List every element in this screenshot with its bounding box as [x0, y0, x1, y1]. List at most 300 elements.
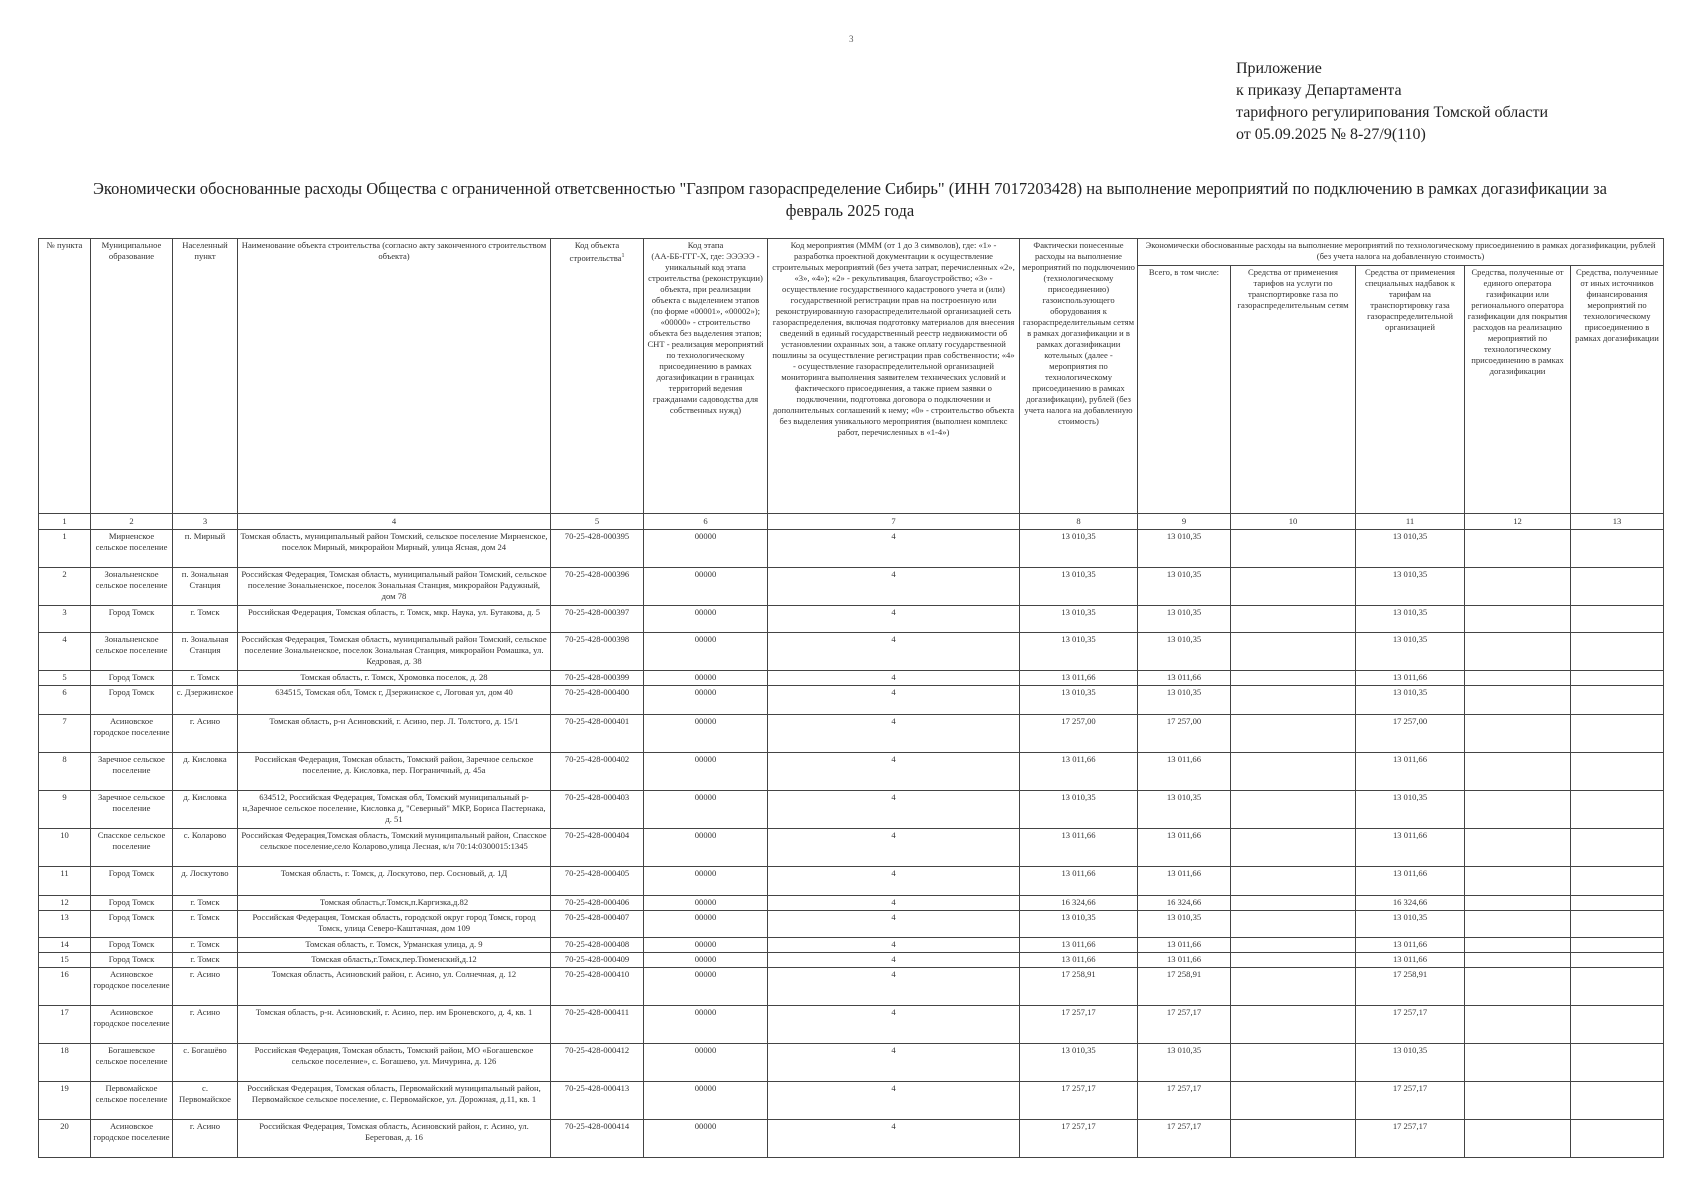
cell-event-code: 4	[768, 633, 1020, 671]
cell-special-surcharge-funds: 13 011,66	[1356, 753, 1465, 791]
cell-total: 13 010,35	[1138, 568, 1231, 606]
cell-actual-expenses: 13 010,35	[1020, 911, 1138, 938]
cell-other-sources	[1571, 791, 1664, 829]
cell-special-surcharge-funds: 17 257,00	[1356, 715, 1465, 753]
cell-total: 13 011,66	[1138, 953, 1231, 968]
cell-object-code: 70-25-428-000410	[551, 968, 644, 1006]
cell-municipality: Город Томск	[91, 911, 173, 938]
cell-event-code: 4	[768, 938, 1020, 953]
header-other-sources: Средства, полученные от иных источников финансирования мероприятий по технологическому присоединению в рамках догазификации	[1571, 266, 1664, 514]
cell-stage-code: 00000	[644, 633, 768, 671]
cell-stage-code: 00000	[644, 715, 768, 753]
cell-settlement: г. Томск	[173, 953, 238, 968]
cell-actual-expenses: 13 011,66	[1020, 829, 1138, 867]
cell-total: 13 010,35	[1138, 911, 1231, 938]
cell-stage-code: 00000	[644, 753, 768, 791]
cell-special-surcharge-funds: 13 011,66	[1356, 829, 1465, 867]
table-row	[39, 791, 1664, 829]
cell-other-sources	[1571, 715, 1664, 753]
cell-total: 13 010,35	[1138, 530, 1231, 568]
cell-item-number: 9	[39, 791, 91, 829]
cell-item-number: 2	[39, 568, 91, 606]
cell-actual-expenses: 17 257,17	[1020, 1082, 1138, 1120]
cell-actual-expenses: 13 011,66	[1020, 938, 1138, 953]
cell-object-code: 70-25-428-000404	[551, 829, 644, 867]
cell-item-number: 7	[39, 715, 91, 753]
column-number-row	[39, 514, 1664, 530]
header-stage-code	[644, 239, 768, 514]
cell-tariff-funds	[1231, 671, 1356, 686]
appendix-line-1: Приложение	[1236, 60, 1322, 77]
cell-operator-funds	[1465, 1044, 1571, 1082]
cell-stage-code: 00000	[644, 896, 768, 911]
cell-special-surcharge-funds: 13 010,35	[1356, 911, 1465, 938]
table-row	[39, 968, 1664, 1006]
cell-object-name: Российская Федерация, Томская область, Томский район, МО «Богашевское сельское поселение», с. Богашево, ул. Мичурина, д. 126	[238, 1044, 551, 1082]
column-number: 9	[1138, 514, 1231, 530]
cell-tariff-funds	[1231, 1006, 1356, 1044]
column-number: 10	[1231, 514, 1356, 530]
cell-event-code: 4	[768, 1120, 1020, 1158]
cell-stage-code: 00000	[644, 1082, 768, 1120]
cell-total: 13 011,66	[1138, 829, 1231, 867]
table-row	[39, 1006, 1664, 1044]
cell-object-name: Российская Федерация, Томская область, г. Томск, мкр. Наука, ул. Бутакова, д. 5	[238, 606, 551, 633]
cell-other-sources	[1571, 829, 1664, 867]
cell-total: 13 010,35	[1138, 791, 1231, 829]
cell-special-surcharge-funds: 13 011,66	[1356, 867, 1465, 896]
cell-total: 13 011,66	[1138, 867, 1231, 896]
cell-item-number: 16	[39, 968, 91, 1006]
cell-event-code: 4	[768, 867, 1020, 896]
cell-tariff-funds	[1231, 753, 1356, 791]
cell-tariff-funds	[1231, 953, 1356, 968]
header-stage-code-snt: СНТ - реализация мероприятий по технологическому присоединению в рамках догазификации в границах территорий ведения гражданами садоводства для собственных нужд)	[647, 339, 764, 415]
cell-settlement: п. Мирный	[173, 530, 238, 568]
header-total: Всего, в том числе:	[1138, 266, 1231, 514]
table-row	[39, 671, 1664, 686]
header-row-1	[39, 239, 1664, 266]
cell-settlement: г. Томск	[173, 606, 238, 633]
header-object-name: Наименование объекта строительства (согласно акту законченного строительством объекта)	[238, 239, 551, 514]
cell-object-code: 70-25-428-000403	[551, 791, 644, 829]
cell-item-number: 3	[39, 606, 91, 633]
table-row	[39, 867, 1664, 896]
appendix-line-4: от 05.09.2025 № 8-27/9(110)	[1236, 126, 1426, 143]
cell-total: 13 010,35	[1138, 606, 1231, 633]
header-object-code	[551, 239, 644, 514]
cell-operator-funds	[1465, 867, 1571, 896]
cell-operator-funds	[1465, 568, 1571, 606]
cell-other-sources	[1571, 1120, 1664, 1158]
cell-object-code: 70-25-428-000406	[551, 896, 644, 911]
cell-special-surcharge-funds: 13 010,35	[1356, 633, 1465, 671]
cell-operator-funds	[1465, 1082, 1571, 1120]
cell-object-code: 70-25-428-000408	[551, 938, 644, 953]
cell-tariff-funds	[1231, 568, 1356, 606]
cell-other-sources	[1571, 968, 1664, 1006]
header-operator-funds: Средства, полученные от единого оператора газификации или регионального оператора газификации для покрытия расходов на реализацию мероприятий по технологическому присоединению в рамках догазификации	[1465, 266, 1571, 514]
cell-other-sources	[1571, 568, 1664, 606]
cell-item-number: 18	[39, 1044, 91, 1082]
cell-other-sources	[1571, 671, 1664, 686]
cell-municipality: Асиновское городское поселение	[91, 1006, 173, 1044]
cell-settlement: г. Томск	[173, 938, 238, 953]
cell-operator-funds	[1465, 791, 1571, 829]
table-row	[39, 1044, 1664, 1082]
cell-item-number: 14	[39, 938, 91, 953]
cell-settlement: г. Томск	[173, 911, 238, 938]
header-object-code-label: Код объекта строительства	[569, 240, 622, 263]
cell-object-code: 70-25-428-000400	[551, 686, 644, 715]
cell-object-code: 70-25-428-000405	[551, 867, 644, 896]
header-tariff-funds: Средства от применения тарифов на услуги по транспортировке газа по газораспределительным сетям	[1231, 266, 1356, 514]
cell-tariff-funds	[1231, 686, 1356, 715]
table-row	[39, 633, 1664, 671]
cell-object-name: Томская область, г. Томск, Хромовка поселок, д. 28	[238, 671, 551, 686]
cell-other-sources	[1571, 606, 1664, 633]
cell-item-number: 10	[39, 829, 91, 867]
header-object-code-footnote: 1	[621, 253, 625, 259]
cell-total: 16 324,66	[1138, 896, 1231, 911]
cell-settlement: с. Коларово	[173, 829, 238, 867]
cell-municipality: Город Томск	[91, 953, 173, 968]
cell-tariff-funds	[1231, 968, 1356, 1006]
cell-settlement: г. Асино	[173, 968, 238, 1006]
cell-stage-code: 00000	[644, 829, 768, 867]
cell-municipality: Город Томск	[91, 606, 173, 633]
header-stage-code-title: Код этапа	[687, 240, 724, 250]
cell-municipality: Город Томск	[91, 867, 173, 896]
cell-tariff-funds	[1231, 867, 1356, 896]
cell-object-name: Томская область, г. Томск, Урманская улица, д. 9	[238, 938, 551, 953]
cell-stage-code: 00000	[644, 938, 768, 953]
cell-other-sources	[1571, 938, 1664, 953]
cell-actual-expenses: 17 257,17	[1020, 1120, 1138, 1158]
cell-other-sources	[1571, 753, 1664, 791]
cell-tariff-funds	[1231, 1120, 1356, 1158]
cell-special-surcharge-funds: 17 257,17	[1356, 1006, 1465, 1044]
page-number: 3	[849, 34, 854, 44]
cell-special-surcharge-funds: 13 010,35	[1356, 686, 1465, 715]
header-special-surcharge-funds: Средства от применения специальных надбавок к тарифам на транспортировку газа газораспределительной организацией	[1356, 266, 1465, 514]
cell-event-code: 4	[768, 753, 1020, 791]
cell-object-name: Российская Федерация, Томская область, муниципальный район Томский, сельское поселение Зональненское, поселок Зональная Станция, микрорайон Ромашка, ул. Кедровая, д. 38	[238, 633, 551, 671]
cell-municipality: Мирненское сельское поселение	[91, 530, 173, 568]
cell-settlement: п. Зональная Станция	[173, 568, 238, 606]
cell-municipality: Первомайское сельское поселение	[91, 1082, 173, 1120]
header-municipality: Муниципальное образование	[91, 239, 173, 514]
cell-object-name: Томская область, муниципальный район Томский, сельское поселение Мирненское, поселок Мирный, микрорайон Мирный, улица Ясная, дом 24	[238, 530, 551, 568]
cell-operator-funds	[1465, 606, 1571, 633]
cell-event-code: 4	[768, 1044, 1020, 1082]
cell-object-code: 70-25-428-000396	[551, 568, 644, 606]
cell-event-code: 4	[768, 606, 1020, 633]
cell-settlement: с. Богашёво	[173, 1044, 238, 1082]
cell-municipality: Город Томск	[91, 938, 173, 953]
table-row	[39, 911, 1664, 938]
table-row	[39, 753, 1664, 791]
cell-municipality: Заречное сельское поселение	[91, 753, 173, 791]
appendix-line-3: тарифного регулирипования Томской области	[1236, 104, 1549, 121]
cell-object-code: 70-25-428-000414	[551, 1120, 644, 1158]
cell-actual-expenses: 13 011,66	[1020, 753, 1138, 791]
cell-stage-code: 00000	[644, 953, 768, 968]
cell-operator-funds	[1465, 686, 1571, 715]
cell-event-code: 4	[768, 896, 1020, 911]
cell-item-number: 8	[39, 753, 91, 791]
document-title-line-1: Экономически обоснованные расходы Общества с ограниченной ответсвенностью "Газпром газораспределение Сибирь" (ИНН 7017203428) на выполнение мероприятий по подключению в рамках догазификации за	[93, 179, 1607, 198]
cell-event-code: 4	[768, 968, 1020, 1006]
cell-municipality: Спасское сельское поселение	[91, 829, 173, 867]
cell-total: 13 010,35	[1138, 1044, 1231, 1082]
cell-actual-expenses: 17 258,91	[1020, 968, 1138, 1006]
cell-operator-funds	[1465, 1120, 1571, 1158]
table-row	[39, 530, 1664, 568]
appendix-block	[1236, 58, 1548, 146]
cell-object-name: Российская Федерация, Томская область, Томский район, Заречное сельское поселение, д. Кисловка, пер. Пограничный, д. 45а	[238, 753, 551, 791]
cell-other-sources	[1571, 1006, 1664, 1044]
cell-object-code: 70-25-428-000397	[551, 606, 644, 633]
cell-actual-expenses: 13 011,66	[1020, 671, 1138, 686]
cell-item-number: 17	[39, 1006, 91, 1044]
table-row	[39, 953, 1664, 968]
cell-other-sources	[1571, 953, 1664, 968]
cell-other-sources	[1571, 896, 1664, 911]
cell-other-sources	[1571, 530, 1664, 568]
column-number: 6	[644, 514, 768, 530]
header-event-code: Код мероприятия (МММ (от 1 до 3 символов), где: «1» - разработка проектной документации к осуществление строительных мероприятий (без учета затрат, перечисленных «2», «3», «4»); «2» - рекультивация, благоустройство; «3» - осуществление государственного кадастрового учета и (или) государственной регистрации прав на построенную или реконструированную газораспределительной организацией сеть газораспределения, включая подготовку материалов для внесения сведений в единый государственный реестр недвижимости об установлении охранных зон, а также оплату государственной пошлины за осуществление регистрации прав собственности; «4» - осуществление газораспределительной организацией мониторинга выполнения заявителем технических условий и фактического присоединения, а также прием заявки о подключении, подготовка договора о подключении и дополнительных соглашений к нему; «0» - строительство объекта без выделения уникального мероприятия (выполнен комплекс работ, перечисленных в «1-4»)	[768, 239, 1020, 514]
cell-item-number: 11	[39, 867, 91, 896]
cell-settlement: г. Асино	[173, 715, 238, 753]
cell-actual-expenses: 17 257,00	[1020, 715, 1138, 753]
cell-item-number: 1	[39, 530, 91, 568]
cell-operator-funds	[1465, 896, 1571, 911]
appendix-line-2: к приказу Департамента	[1236, 82, 1402, 99]
cell-total: 13 010,35	[1138, 686, 1231, 715]
table-row	[39, 1120, 1664, 1158]
cell-object-name: Российская Федерация, Томская область, Первомайский муниципальный район, Первомайское сельское поселение, с. Первомайское, ул. Дорожная, д.11, кв. 1	[238, 1082, 551, 1120]
cell-special-surcharge-funds: 17 258,91	[1356, 968, 1465, 1006]
cell-event-code: 4	[768, 829, 1020, 867]
column-number: 8	[1020, 514, 1138, 530]
cell-settlement: п. Зональная Станция	[173, 633, 238, 671]
cell-stage-code: 00000	[644, 568, 768, 606]
table-row	[39, 829, 1664, 867]
header-settlement: Населенный пункт	[173, 239, 238, 514]
cell-event-code: 4	[768, 953, 1020, 968]
cell-actual-expenses: 13 010,35	[1020, 686, 1138, 715]
cell-event-code: 4	[768, 686, 1020, 715]
cell-stage-code: 00000	[644, 530, 768, 568]
cell-settlement: д. Кисловка	[173, 791, 238, 829]
cell-settlement: с. Первомайское	[173, 1082, 238, 1120]
column-number: 5	[551, 514, 644, 530]
cell-tariff-funds	[1231, 530, 1356, 568]
cell-other-sources	[1571, 911, 1664, 938]
cell-event-code: 4	[768, 671, 1020, 686]
cell-other-sources	[1571, 867, 1664, 896]
table-row	[39, 896, 1664, 911]
cell-object-name: Томская область, р-н. Асиновский, г. Асино, пер. им Броневского, д. 4, кв. 1	[238, 1006, 551, 1044]
cell-operator-funds	[1465, 671, 1571, 686]
cell-stage-code: 00000	[644, 1120, 768, 1158]
cell-object-name: Томская область, р-н Асиновский, г. Асино, пер. Л. Толстого, д. 15/1	[238, 715, 551, 753]
cell-tariff-funds	[1231, 896, 1356, 911]
cell-special-surcharge-funds: 13 010,35	[1356, 606, 1465, 633]
cell-tariff-funds	[1231, 911, 1356, 938]
cell-item-number: 19	[39, 1082, 91, 1120]
cell-municipality: Заречное сельское поселение	[91, 791, 173, 829]
cell-object-code: 70-25-428-000395	[551, 530, 644, 568]
cell-event-code: 4	[768, 1082, 1020, 1120]
cell-object-name: Томская область, г. Томск, д. Лоскутово, пер. Сосновый, д. 1Д	[238, 867, 551, 896]
cell-object-code: 70-25-428-000399	[551, 671, 644, 686]
column-number: 2	[91, 514, 173, 530]
cell-object-code: 70-25-428-000407	[551, 911, 644, 938]
cell-municipality: Зональненское сельское поселение	[91, 633, 173, 671]
cell-event-code: 4	[768, 568, 1020, 606]
table-row	[39, 686, 1664, 715]
cell-operator-funds	[1465, 633, 1571, 671]
cell-total: 17 257,17	[1138, 1082, 1231, 1120]
cell-other-sources	[1571, 633, 1664, 671]
cell-settlement: д. Лоскутово	[173, 867, 238, 896]
cell-special-surcharge-funds: 16 324,66	[1356, 896, 1465, 911]
table-row	[39, 715, 1664, 753]
cell-municipality: Асиновское городское поселение	[91, 968, 173, 1006]
document-title	[40, 178, 1660, 222]
cell-special-surcharge-funds: 17 257,17	[1356, 1120, 1465, 1158]
cell-actual-expenses: 13 010,35	[1020, 530, 1138, 568]
cell-municipality: Город Томск	[91, 671, 173, 686]
cell-item-number: 15	[39, 953, 91, 968]
cell-actual-expenses: 13 010,35	[1020, 791, 1138, 829]
expenses-table	[38, 238, 1664, 1158]
cell-stage-code: 00000	[644, 606, 768, 633]
cell-municipality: Асиновское городское поселение	[91, 715, 173, 753]
cell-other-sources	[1571, 686, 1664, 715]
cell-settlement: г. Асино	[173, 1006, 238, 1044]
cell-settlement: д. Кисловка	[173, 753, 238, 791]
cell-stage-code: 00000	[644, 791, 768, 829]
cell-total: 13 011,66	[1138, 671, 1231, 686]
cell-object-code: 70-25-428-000409	[551, 953, 644, 968]
cell-item-number: 12	[39, 896, 91, 911]
cell-operator-funds	[1465, 968, 1571, 1006]
cell-operator-funds	[1465, 911, 1571, 938]
cell-operator-funds	[1465, 1006, 1571, 1044]
cell-tariff-funds	[1231, 938, 1356, 953]
cell-tariff-funds	[1231, 1082, 1356, 1120]
cell-item-number: 6	[39, 686, 91, 715]
column-number: 12	[1465, 514, 1571, 530]
cell-stage-code: 00000	[644, 1006, 768, 1044]
header-justified-expenses-group: Экономически обоснованные расходы на выполнение мероприятий по технологическому присоединению в рамках догазификации, рублей (без учета налога на добавленную стоимость)	[1138, 239, 1664, 266]
cell-actual-expenses: 13 011,66	[1020, 867, 1138, 896]
cell-operator-funds	[1465, 953, 1571, 968]
header-item-number: № пункта	[39, 239, 91, 514]
cell-total: 13 011,66	[1138, 753, 1231, 791]
cell-object-name: Российская Федерация, Томская область, Асиновский район, г. Асино, ул. Береговая, д. 16	[238, 1120, 551, 1158]
table-row	[39, 606, 1664, 633]
cell-object-code: 70-25-428-000398	[551, 633, 644, 671]
cell-item-number: 20	[39, 1120, 91, 1158]
cell-object-code: 70-25-428-000412	[551, 1044, 644, 1082]
cell-tariff-funds	[1231, 633, 1356, 671]
header-actual-expenses: Фактически понесенные расходы на выполнение мероприятий по подключению (технологическому присоединению) газоиспользующего оборудования к газораспределительным сетям в рамках догазификации и в рамках догазификации котельных (далее - мероприятия по технологическому присоединению в рамках догазификации), рублей (без учета налога на добавленную стоимость)	[1020, 239, 1138, 514]
cell-operator-funds	[1465, 938, 1571, 953]
cell-settlement: г. Асино	[173, 1120, 238, 1158]
cell-stage-code: 00000	[644, 686, 768, 715]
cell-actual-expenses: 16 324,66	[1020, 896, 1138, 911]
cell-tariff-funds	[1231, 715, 1356, 753]
cell-special-surcharge-funds: 13 010,35	[1356, 791, 1465, 829]
cell-stage-code: 00000	[644, 911, 768, 938]
cell-object-code: 70-25-428-000401	[551, 715, 644, 753]
cell-stage-code: 00000	[644, 1044, 768, 1082]
cell-special-surcharge-funds: 17 257,17	[1356, 1082, 1465, 1120]
table-row	[39, 568, 1664, 606]
cell-special-surcharge-funds: 13 010,35	[1356, 1044, 1465, 1082]
cell-object-name: Российская Федерация, Томская область, городской округ город Томск, город Томск, улица Северо-Каштачная, дом 109	[238, 911, 551, 938]
cell-object-code: 70-25-428-000411	[551, 1006, 644, 1044]
table-row	[39, 938, 1664, 953]
cell-settlement: г. Томск	[173, 671, 238, 686]
column-number: 4	[238, 514, 551, 530]
cell-special-surcharge-funds: 13 011,66	[1356, 938, 1465, 953]
column-number: 7	[768, 514, 1020, 530]
cell-event-code: 4	[768, 530, 1020, 568]
cell-total: 13 011,66	[1138, 938, 1231, 953]
column-number: 3	[173, 514, 238, 530]
document-title-line-2: февраль 2025 года	[785, 201, 915, 220]
cell-tariff-funds	[1231, 1044, 1356, 1082]
cell-actual-expenses: 13 010,35	[1020, 1044, 1138, 1082]
cell-other-sources	[1571, 1082, 1664, 1120]
cell-special-surcharge-funds: 13 011,66	[1356, 671, 1465, 686]
cell-municipality: Город Томск	[91, 896, 173, 911]
cell-object-name: Томская область,г.Томск,пер.Тюменский,д.12	[238, 953, 551, 968]
cell-object-name: 634512, Российская Федерация, Томская обл, Томский муниципальный р-н,Заречное сельское поселение, Кисловка д, "Северный" МКР, Бориса Пастернака, д. 51	[238, 791, 551, 829]
cell-tariff-funds	[1231, 829, 1356, 867]
cell-total: 17 258,91	[1138, 968, 1231, 1006]
cell-tariff-funds	[1231, 606, 1356, 633]
cell-object-name: Томская область,г.Томск,п.Каргизка,д.82	[238, 896, 551, 911]
cell-municipality: Город Томск	[91, 686, 173, 715]
cell-object-name: Томская область, Асиновский район, г. Асино, ул. Солнечная, д. 12	[238, 968, 551, 1006]
cell-special-surcharge-funds: 13 010,35	[1356, 568, 1465, 606]
cell-actual-expenses: 17 257,17	[1020, 1006, 1138, 1044]
cell-actual-expenses: 13 010,35	[1020, 633, 1138, 671]
cell-special-surcharge-funds: 13 011,66	[1356, 953, 1465, 968]
cell-object-name: 634515, Томская обл, Томск г, Дзержинское с, Логовая ул, дом 40	[238, 686, 551, 715]
cell-other-sources	[1571, 1044, 1664, 1082]
cell-stage-code: 00000	[644, 867, 768, 896]
cell-event-code: 4	[768, 911, 1020, 938]
cell-item-number: 13	[39, 911, 91, 938]
cell-event-code: 4	[768, 791, 1020, 829]
cell-operator-funds	[1465, 753, 1571, 791]
cell-item-number: 5	[39, 671, 91, 686]
cell-event-code: 4	[768, 715, 1020, 753]
cell-stage-code: 00000	[644, 968, 768, 1006]
cell-actual-expenses: 13 010,35	[1020, 568, 1138, 606]
cell-total: 17 257,17	[1138, 1120, 1231, 1158]
cell-object-code: 70-25-428-000413	[551, 1082, 644, 1120]
cell-total: 17 257,17	[1138, 1006, 1231, 1044]
column-number: 11	[1356, 514, 1465, 530]
